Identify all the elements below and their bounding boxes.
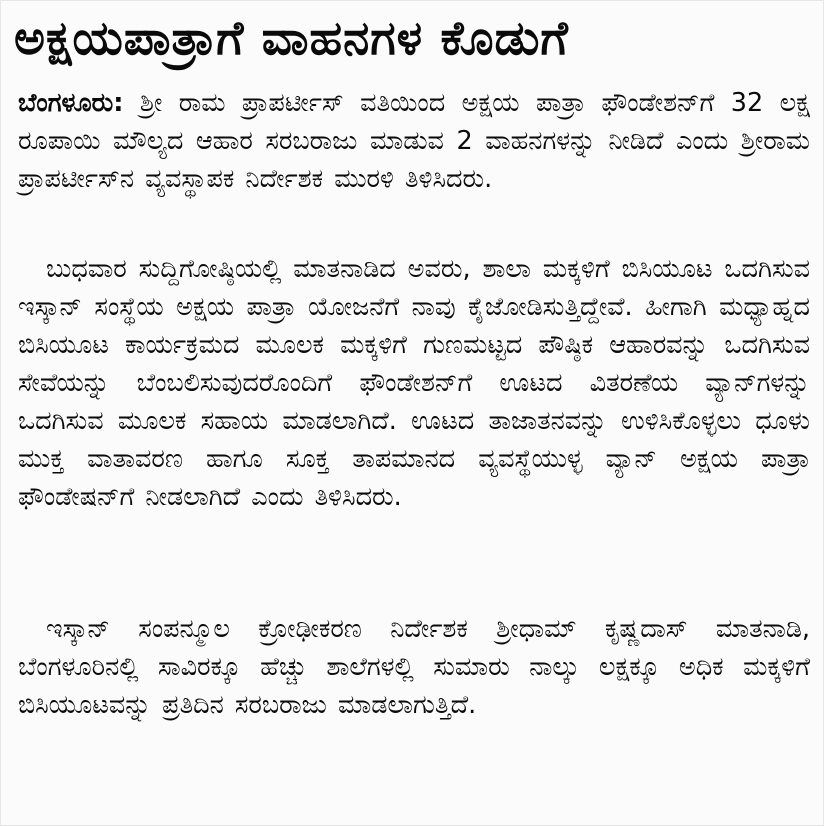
article-dateline: ಬೆಂಗಳೂರು:	[18, 88, 124, 118]
article-paragraph-2: ಬುಧವಾರ ಸುದ್ದಿಗೋಷ್ಠಿಯಲ್ಲಿ ಮಾತನಾಡಿದ ಅವರು, ಶಾಲಾ ಮಕ್ಕಳಿಗೆ ಬಿಸಿಯೂಟ ಒದಗಿಸುವ ಇಸ್ಕಾನ್ ಸಂಸ್ಥೆಯ ಅಕ್ಷಯ ಪಾತ್ರಾ ಯೋಜನೆಗೆ ನಾವು ಕೈಜೋಡಿಸುತ್ತಿದ್ದೇವೆ. ಹೀಗಾಗಿ ಮಧ್ಯಾಹ್ನದ ಬಿಸಿಯೂಟ ಕಾರ್ಯಕ್ರಮದ ಮೂಲಕ ಮಕ್ಕಳಿಗೆ ಗುಣಮಟ್ಟದ ಪೌಷ್ಠಿಕ ಆಹಾರವನ್ನು ಒದಗಿಸುವ ಸೇವೆಯನ್ನು ಬೆಂಬಲಿಸುವುದರೊಂದಿಗೆ ಫೌಂಡೇಶನ್‌ಗೆ ಊಟದ ವಿತರಣೆಯ ವ್ಯಾನ್‌ಗಳನ್ನು ಒದಗಿಸುವ ಮೂಲಕ ಸಹಾಯ ಮಾಡಲಾಗಿದೆ. ಊಟದ ತಾಜಾತನವನ್ನು ಉಳಿಸಿಕೊಳ್ಳಲು ಧೂಳು ಮುಕ್ತ ವಾತಾವರಣ ಹಾಗೂ ಸೂಕ್ತ ತಾಪಮಾನದ ವ್ಯವಸ್ಥೆಯುಳ್ಳ ವ್ಯಾನ್ ಅಕ್ಷಯ ಪಾತ್ರಾ ಫೌಂಡೇಷನ್‌ಗೆ ನೀಡಲಾಗಿದೆ ಎಂದು ತಿಳಿಸಿದರು.	[18, 254, 810, 512]
article-paragraph-1	[18, 84, 810, 198]
article-headline: ಅಕ್ಷಯಪಾತ್ರಾಗೆ ವಾಹನಗಳ ಕೊಡುಗೆ	[14, 11, 569, 66]
article-paragraph-1-text: ಶ್ರೀ ರಾಮ ಪ್ರಾಪರ್ಟೀಸ್ ವತಿಯಿಂದ ಅಕ್ಷಯ ಪಾತ್ರಾ ಫೌಂಡೇಶನ್‌ಗೆ 32 ಲಕ್ಷ ರೂಪಾಯಿ ಮೌಲ್ಯದ ಆಹಾರ ಸರಬರಾಜು ಮಾಡುವ 2 ವಾಹನಗಳನ್ನು ನೀಡಿದೆ ಎಂದು ಶ್ರೀರಾಮ ಪ್ರಾಪರ್ಟೀಸ್‌ನ ವ್ಯವಸ್ಥಾಪಕ ನಿರ್ದೇಶಕ ಮುರಳಿ ತಿಳಿಸಿದರು.	[18, 88, 811, 194]
article-paragraph-3: ಇಸ್ಕಾನ್ ಸಂಪನ್ಮೂಲ ಕ್ರೋಢೀಕರಣ ನಿರ್ದೇಶಕ ಶ್ರೀಧಾಮ್ ಕೃಷ್ಣದಾಸ್ ಮಾತನಾಡಿ, ಬೆಂಗಳೂರಿನಲ್ಲಿ ಸಾವಿರಕ್ಕೂ ಹೆಚ್ಚು ಶಾಲೆಗಳಲ್ಲಿ ಸುಮಾರು ನಾಲ್ಕು ಲಕ್ಷಕ್ಕೂ ಅಧಿಕ ಮಕ್ಕಳಿಗೆ ಬಿಸಿಯೂಟವನ್ನು ಪ್ರತಿದಿನ ಸರಬರಾಜು ಮಾಡಲಾಗುತ್ತಿದೆ.	[18, 614, 810, 720]
